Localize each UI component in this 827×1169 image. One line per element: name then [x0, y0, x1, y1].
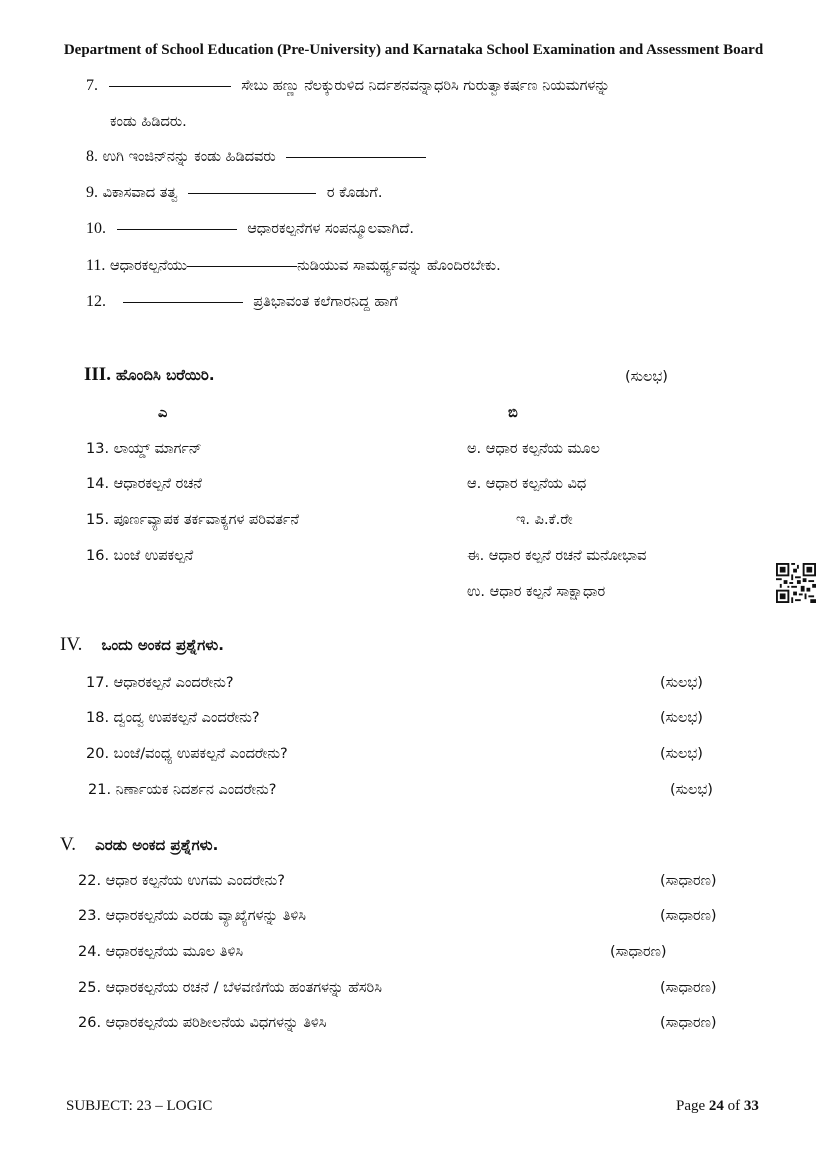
question-22: 22. ಆಧಾರ ಕಲ್ಪನೆಯ ಉಗಮ ಎಂದರೇನು?	[78, 873, 285, 889]
answer-blank	[286, 156, 426, 158]
match-left-16: 16. ಬಂಜೆ ಉಪಕಲ್ಪನೆ	[86, 548, 194, 564]
difficulty-label: (ಸುಲಭ)	[660, 746, 703, 762]
question-20: 20. ಬಂಜೆ/ವಂಧ್ಯ ಉಪಕಲ್ಪನೆ ಎಂದರೇನು?	[86, 746, 288, 762]
difficulty-label: (ಸಾಧಾರಣ)	[660, 873, 717, 889]
fill-item-10: 10. ಆಧಾರಕಲ್ಪನೆಗಳ ಸಂಪನ್ಮೂಲವಾಗಿದೆ.	[86, 220, 414, 237]
fill-item-11: 11. ಆಧಾರಕಲ್ಪನೆಯು ನುಡಿಯುವ ಸಾಮರ್ಥ್ಯವನ್ನು ಹೊಂದಿರಬೇಕು.	[86, 257, 501, 274]
question-18: 18. ದ್ವಂದ್ವ ಉಪಕಲ್ಪನೆ ಎಂದರೇನು?	[86, 710, 260, 726]
match-left-14: 14. ಆಧಾರಕಲ್ಪನೆ ರಚನೆ	[86, 476, 202, 492]
match-left-15: 15. ಪೂರ್ಣವ್ಯಾಪಕ ತರ್ಕವಾಕ್ಯಗಳ ಪರಿವರ್ತನೆ	[86, 512, 300, 528]
fill-item-12: 12. ಪ್ರತಿಭಾವಂತ ಕಲೆಗಾರನಿದ್ದ ಹಾಗೆ	[86, 293, 398, 310]
match-right-aa: ಆ. ಆಧಾರ ಕಲ್ಪನೆಯ ವಿಧ	[467, 476, 587, 492]
column-b-heading: ಬಿ	[508, 405, 518, 421]
fill-item-7-continued: ಕಂಡು ಹಿಡಿದರು.	[110, 114, 187, 130]
difficulty-label: (ಸಾಧಾರಣ)	[660, 980, 717, 996]
answer-blank	[117, 228, 237, 230]
footer-subject: SUBJECT: 23 – LOGIC	[66, 1098, 213, 1114]
difficulty-label: (ಸುಲಭ)	[660, 710, 703, 726]
match-right-a: ಅ. ಆಧಾರ ಕಲ್ಪನೆಯ ಮೂಲ	[467, 441, 600, 457]
qr-code-icon	[776, 563, 816, 603]
page-header: Department of School Education (Pre-University) and Karnataka School Examination and Assessment Board	[63, 42, 764, 58]
question-26: 26. ಆಧಾರಕಲ್ಪನೆಯ ಪರಿಶೀಲನೆಯ ವಿಧಗಳನ್ನು ತಿಳಿಸಿ	[78, 1015, 327, 1031]
answer-blank	[109, 85, 231, 87]
page-number: Page 24 of 33	[676, 1098, 759, 1114]
match-right-i: ಇ. ಪಿ.ಕೆ.ರೇ	[516, 512, 573, 528]
column-a-heading: ಎ	[158, 405, 168, 421]
question-21: 21. ನಿರ್ಣಾಯಕ ನಿದರ್ಶನ ಎಂದರೇನು?	[88, 782, 277, 798]
difficulty-label: (ಸಾಧಾರಣ)	[610, 944, 667, 960]
answer-blank	[187, 265, 297, 267]
question-17: 17. ಆಧಾರಕಲ್ಪನೆ ಎಂದರೇನು?	[86, 675, 234, 691]
difficulty-label: (ಸಾಧಾರಣ)	[660, 908, 717, 924]
match-left-13: 13. ಲಾಯ್ಡ್ ಮಾರ್ಗನ್	[86, 441, 202, 457]
difficulty-label: (ಸಾಧಾರಣ)	[660, 1015, 717, 1031]
difficulty-label: (ಸುಲಭ)	[670, 782, 713, 798]
fill-item-9: 9. ವಿಕಾಸವಾದ ತತ್ವ ರ ಕೊಡುಗೆ.	[86, 184, 383, 201]
section-3-heading: III. ಹೊಂದಿಸಿ ಬರೆಯಿರಿ.	[84, 364, 215, 385]
answer-blank	[188, 192, 316, 194]
question-23: 23. ಆಧಾರಕಲ್ಪನೆಯ ಎರಡು ವ್ಯಾಖ್ಯೆಗಳನ್ನು ತಿಳಿಸಿ	[78, 908, 306, 924]
question-25: 25. ಆಧಾರಕಲ್ಪನೆಯ ರಚನೆ / ಬೆಳವಣಿಗೆಯ ಹಂತಗಳನ್ನು ಹೆಸರಿಸಿ	[78, 980, 382, 996]
difficulty-label: (ಸುಲಭ)	[625, 369, 668, 385]
section-4-heading: IV. ಒಂದು ಅಂಕದ ಪ್ರಶ್ನೆಗಳು.	[60, 634, 224, 655]
difficulty-label: (ಸುಲಭ)	[660, 675, 703, 691]
section-5-heading: V. ಎರಡು ಅಂಕದ ಪ್ರಶ್ನೆಗಳು.	[60, 834, 219, 855]
fill-item-7: 7. ಸೇಬು ಹಣ್ಣು ನೆಲಕ್ಕುರುಳಿದ ನಿರ್ದಶನವನ್ನಾಧರಿಸಿ ಗುರುತ್ವಾಕರ್ಷಣ ನಿಯಮಗಳನ್ನು	[86, 77, 610, 94]
match-right-u: ಉ. ಆಧಾರ ಕಲ್ಪನೆ ಸಾಕ್ಷಾಧಾರ	[467, 584, 606, 600]
answer-blank	[123, 301, 243, 303]
fill-item-8: 8. ಉಗಿ ಇಂಜಿನ್‌ನನ್ನು ಕಂಡು ಹಿಡಿದವರು	[86, 147, 432, 167]
match-right-ii: ಈ. ಆಧಾರ ಕಲ್ಪನೆ ರಚನೆ ಮನೋಭಾವ	[467, 548, 647, 564]
question-24: 24. ಆಧಾರಕಲ್ಪನೆಯ ಮೂಲ ತಿಳಿಸಿ	[78, 944, 244, 960]
